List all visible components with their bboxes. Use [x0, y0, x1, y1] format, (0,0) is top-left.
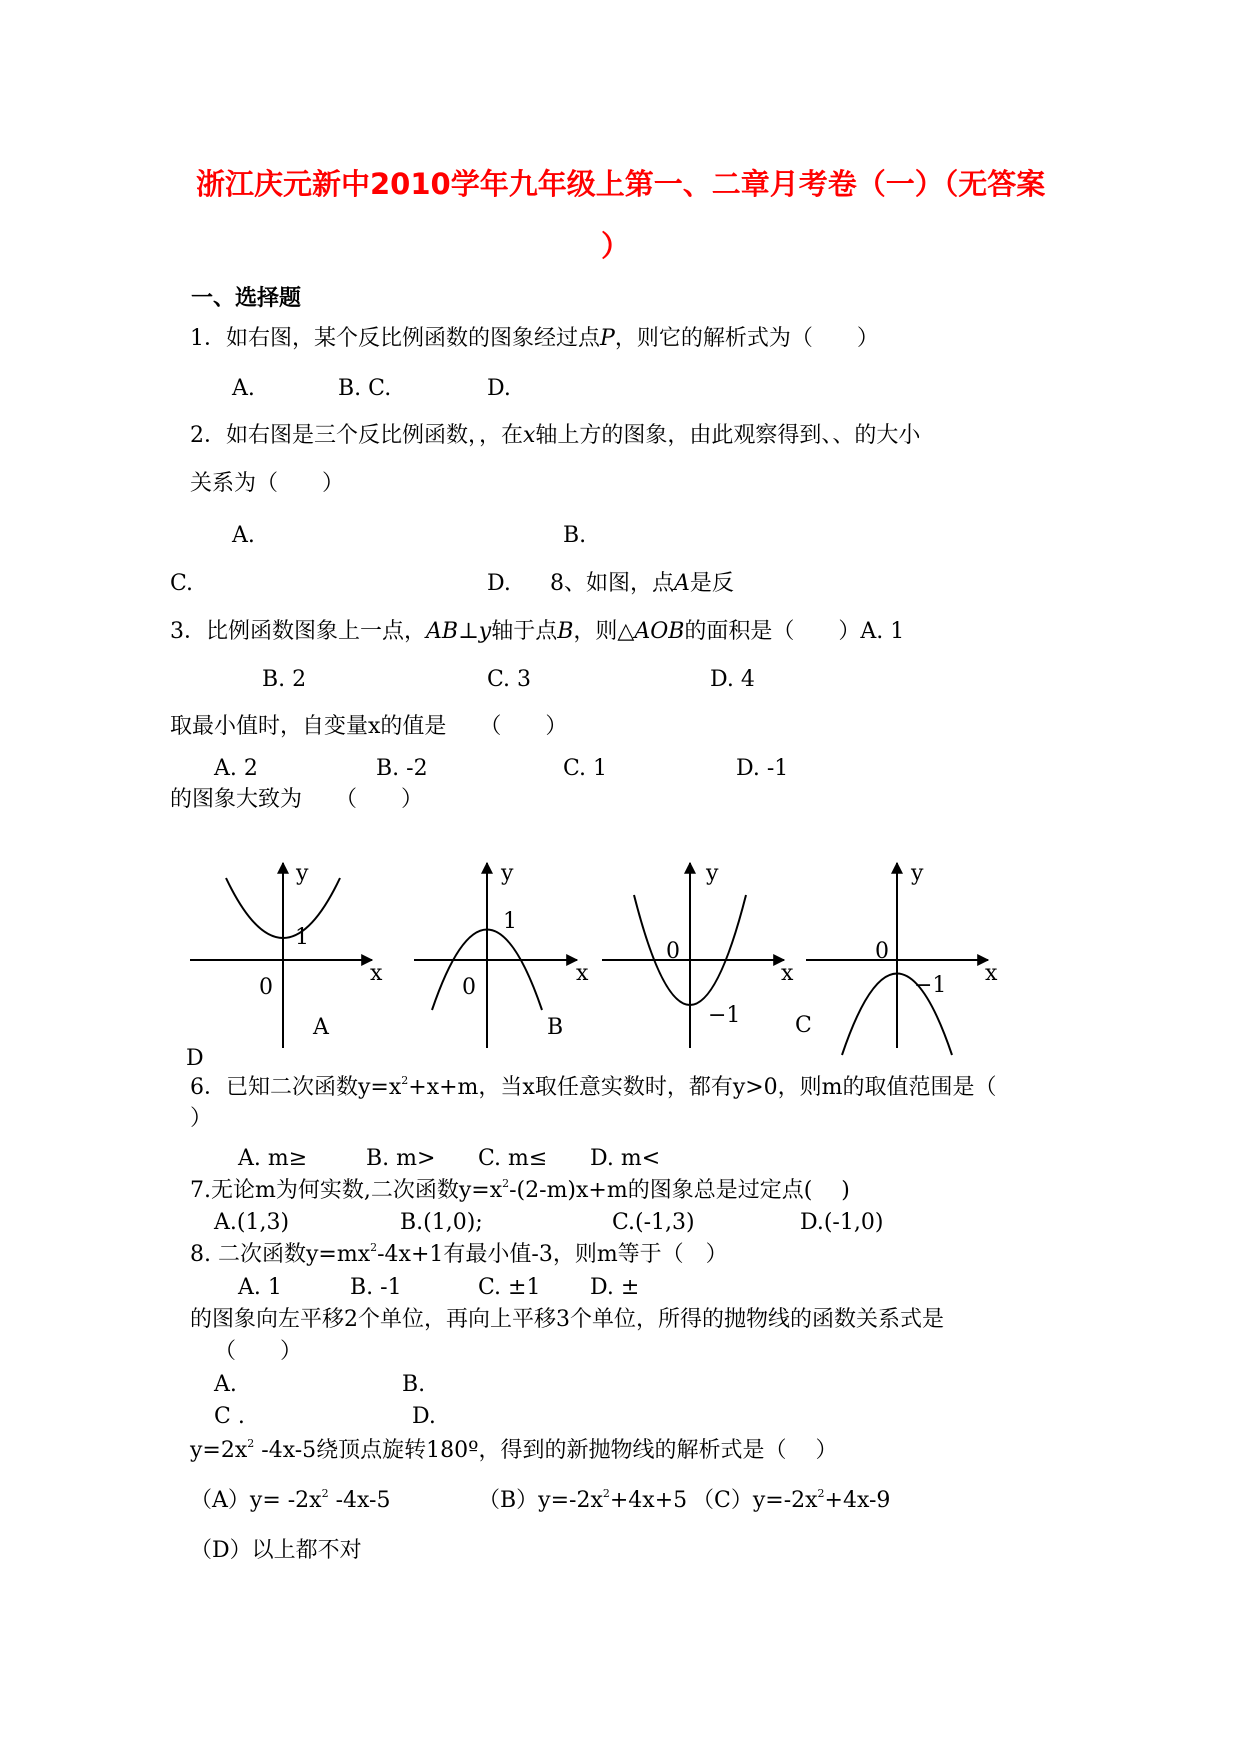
variable-x: x [523, 423, 536, 448]
question-8-option-c: C. ±1 [478, 1275, 541, 1300]
question-2-option-a: A. [232, 523, 255, 548]
option-c-text-end: +4x-9 [824, 1488, 891, 1513]
question-10-option-b [478, 1487, 688, 1513]
exponent: 2 [502, 1177, 510, 1190]
question-7-option-a: A.(1,3) [214, 1210, 290, 1235]
question-4-option-c: C. 1 [563, 756, 608, 781]
question-9-option-d: D. [412, 1404, 436, 1429]
section-heading: 一、选择题 [191, 286, 302, 311]
graph-d-label: D [186, 1046, 204, 1071]
graph-b-origin: 0 [462, 975, 476, 1000]
question-2-option-c: C. [170, 571, 194, 596]
question-6-option-b: B. m> [366, 1146, 436, 1171]
question-2-option-b: B. [563, 523, 587, 548]
question-3-option-d: D. 4 [710, 667, 755, 692]
question-6-option-d: D. m< [590, 1146, 661, 1171]
option-c-text: （C）y=-2x [692, 1488, 818, 1513]
segment-ab-label: AB [426, 619, 459, 644]
question-10-option-a [190, 1487, 391, 1513]
question-7-option-c: C.(-1,3) [612, 1210, 695, 1235]
option-b-text-end: +4x+5 [609, 1488, 688, 1513]
question-2-option-d: D. [487, 571, 511, 596]
perpendicular-symbol: ⊥ [458, 619, 479, 644]
question-7-stem [190, 1177, 850, 1203]
graph-b-x-label: x [576, 961, 589, 986]
graph-d-y-label: y [911, 861, 924, 886]
question-10-text-end: -4x-5绕顶点旋转180º，得到的新抛物线的解析式是（ ） [254, 1438, 838, 1463]
question-1-option-a: A. [232, 376, 255, 401]
question-6-text-end: +x+m，当x取任意实数时，都有y>0，则m的取值范围是（ [408, 1075, 997, 1100]
question-9-option-c: C . [214, 1404, 245, 1429]
question-10-stem [190, 1437, 838, 1463]
question-8-text-end: -4x+1有最小值-3，则m等于（ ） [377, 1242, 728, 1267]
question-6-option-c: C. m≤ [478, 1146, 548, 1171]
question-3-text-4: 的面积是（ ）A. 1 [684, 619, 905, 644]
question-3-text: 3．比例函数图象上一点， [170, 619, 426, 644]
triangle-aob-label: AOB [634, 619, 685, 644]
graph-a-label: A [313, 1015, 329, 1040]
graph-d-origin: 0 [875, 939, 889, 964]
option-b-text: （B）y=-2x [478, 1488, 603, 1513]
graph-b-mark: 1 [503, 909, 517, 934]
exponent: 2 [401, 1074, 409, 1087]
point-p-label: P [600, 326, 615, 351]
document-title: 浙江庆元新中2010学年九年级上第一、二章月考卷（一）（无答案 [196, 167, 1046, 201]
graph-d-x-label: x [985, 961, 998, 986]
question-4-stem: 取最小值时，自变量x的值是 （ ） [170, 714, 568, 739]
question-9-stem: 的图象向左平移2个单位，再向上平移3个单位，所得的抛物线的函数关系式是 [190, 1307, 944, 1332]
exponent: 2 [602, 1487, 610, 1500]
graph-a-y-label: y [296, 861, 309, 886]
question-7-option-d: D.(-1,0) [800, 1210, 884, 1235]
exponent: 2 [817, 1487, 825, 1500]
question-7-text: 7.无论m为何实数,二次函数y=x [190, 1178, 503, 1203]
question-1-text: 1．如右图，某个反比例函数的图象经过点 [190, 326, 600, 351]
question-10-option-d: （D）以上都不对 [190, 1538, 362, 1563]
question-1-option-d: D. [487, 376, 511, 401]
point-b-label: B [557, 619, 574, 644]
fragment-text-end: 是反 [689, 571, 734, 596]
graph-c-x-label: x [781, 961, 794, 986]
graph-b-y-label: y [501, 861, 514, 886]
question-4-option-a: A. 2 [214, 756, 258, 781]
question-6-option-a: A. m≥ [238, 1146, 308, 1171]
question-8-option-d: D. ± [590, 1275, 640, 1300]
question-4-option-b: B. -2 [376, 756, 428, 781]
question-2-text-mid: 轴上方的图象，由此观察得到、、的大小 [535, 423, 921, 448]
exponent: 2 [247, 1437, 255, 1450]
graph-a [190, 863, 372, 1048]
document-title-continuation: ） [601, 229, 631, 263]
exponent: 2 [370, 1241, 378, 1254]
graph-c [602, 863, 784, 1048]
question-3-text-3: ，则△ [573, 619, 635, 644]
question-7-option-b: B.(1,0); [400, 1210, 483, 1235]
question-9-option-b: B. [402, 1372, 426, 1397]
question-6-text: 6．已知二次函数y=x [190, 1075, 402, 1100]
y-axis-label: y [478, 619, 492, 644]
graph-c-label: C [795, 1013, 812, 1038]
question-8-stem [190, 1241, 728, 1267]
question-8-text: 8. 二次函数y=mx [190, 1242, 371, 1267]
fragment-text: 8、如图，点 [550, 571, 674, 596]
graph-c-origin: 0 [666, 939, 680, 964]
exponent: 2 [321, 1487, 329, 1500]
question-2-stem-continuation: 关系为（ ） [190, 471, 345, 496]
question-5-stem: 的图象大致为 （ ） [170, 787, 424, 812]
question-6-stem-continuation: ） [190, 1106, 213, 1131]
question-2-text: 2．如右图是三个反比例函数，，在 [190, 423, 523, 448]
question-7-text-end: -(2-m)x+m的图象总是过定点( ) [509, 1178, 850, 1203]
option-a-text-end: -4x-5 [328, 1488, 391, 1513]
question-8-option-b: B. -1 [350, 1275, 402, 1300]
option-a-text: （A）y= -2x [190, 1488, 322, 1513]
question-3-text-2: 轴于点 [491, 619, 558, 644]
graph-c-mark: −1 [708, 1003, 741, 1028]
question-9-option-a: A. [214, 1372, 237, 1397]
graph-a-x-label: x [370, 961, 383, 986]
question-6-stem [190, 1074, 997, 1100]
graph-c-y-label: y [706, 861, 719, 886]
question-1-option-bc: B. C. [338, 376, 392, 401]
graph-a-origin: 0 [259, 975, 273, 1000]
question-10-text: y=2x [190, 1438, 248, 1463]
question-1-text-end: ，则它的解析式为（ ） [614, 326, 879, 351]
graph-d-mark: −1 [914, 973, 947, 998]
graph-d [806, 863, 988, 1055]
graph-b-label: B [547, 1015, 564, 1040]
question-3-option-c: C. 3 [487, 667, 532, 692]
point-a-label: A [674, 571, 690, 596]
question-10-option-c [692, 1487, 891, 1513]
question-4-option-d: D. -1 [736, 756, 789, 781]
question-3-option-b: B. 2 [262, 667, 307, 692]
graph-a-mark: 1 [295, 925, 309, 950]
question-9-paren: （ ） [214, 1339, 303, 1364]
question-8-option-a: A. 1 [238, 1275, 282, 1300]
